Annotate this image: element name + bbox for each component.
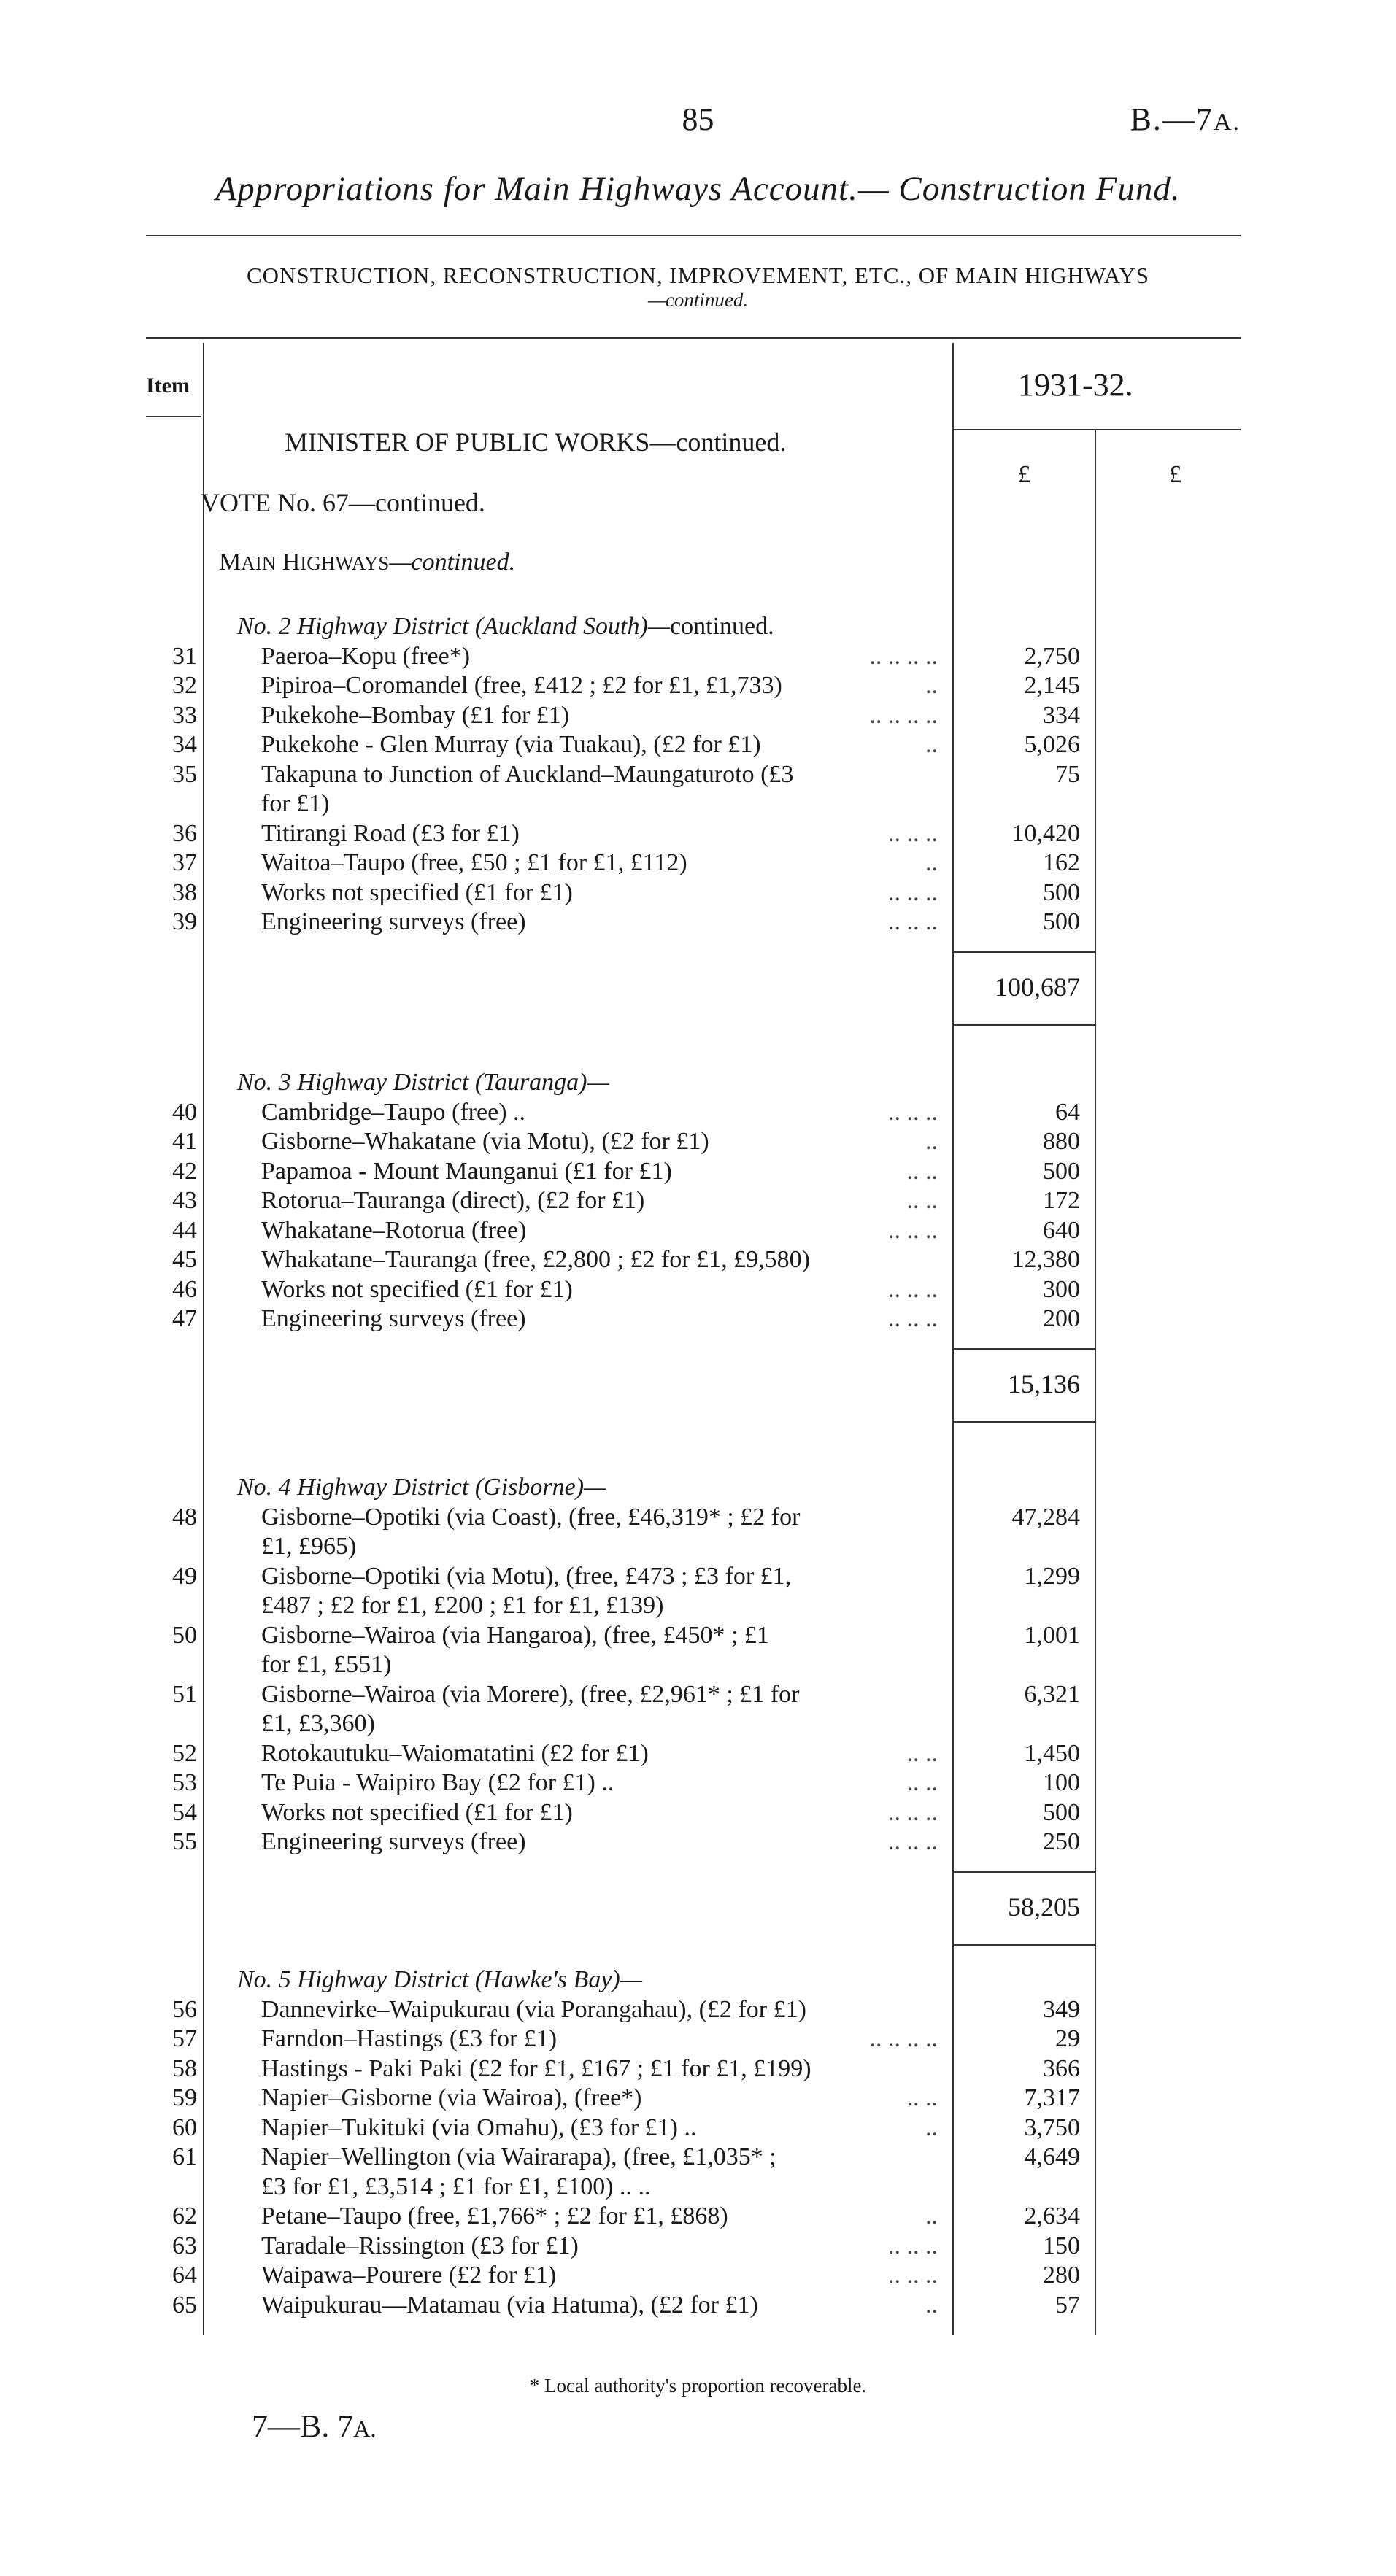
- item-description: [261, 2262, 556, 2289]
- item-amount: 2,750: [1024, 642, 1080, 670]
- leader-dots: .. .. ..: [888, 908, 938, 935]
- reference-suffix: A.: [1213, 109, 1241, 136]
- item-description-text: Engineering surveys (free): [261, 908, 526, 935]
- item-description: [261, 2025, 557, 2053]
- district-title-suffix: continued.: [670, 613, 774, 640]
- district-title: [237, 613, 774, 641]
- item-description-continuation: for £1): [261, 790, 330, 817]
- leader-dots: .. .. ..: [888, 819, 938, 847]
- item-number: 45: [172, 1246, 197, 1273]
- item-description: [261, 1187, 644, 1215]
- table-top-rule: [146, 337, 1241, 339]
- district-title: [237, 1069, 609, 1096]
- amount-column-rule-left: [952, 343, 954, 2335]
- item-description: [261, 1217, 526, 1245]
- item-description-continuation: £1, £965): [261, 1533, 357, 1560]
- leader-dots: ..: [925, 849, 938, 876]
- leader-dots: ..: [925, 2291, 938, 2318]
- item-amount: 5,026: [1024, 731, 1080, 758]
- district-title-text: No. 4 Highway District (Gisborne)—: [237, 1474, 606, 1501]
- leader-dots: .. .. ..: [888, 1216, 938, 1244]
- leader-dots: ..: [925, 672, 938, 699]
- leader-dots: ..: [925, 731, 938, 758]
- item-amount: 500: [1043, 878, 1080, 906]
- leader-dots: ..: [925, 2202, 938, 2229]
- item-number: 62: [172, 2202, 197, 2229]
- district-title: [237, 1966, 642, 1994]
- item-description: [261, 2114, 696, 2142]
- item-description: [261, 1828, 526, 1856]
- item-number: 31: [172, 642, 197, 670]
- item-number: 36: [172, 819, 197, 847]
- item-description-text: Pukekohe–Bombay (£1 for £1): [261, 701, 570, 729]
- leader-dots: .. .. ..: [888, 1275, 938, 1303]
- item-description: [261, 1799, 573, 1827]
- mh-h: H: [282, 549, 301, 576]
- district-title-text: No. 3 Highway District (Tauranga)—: [237, 1069, 609, 1096]
- item-amount: 334: [1043, 701, 1080, 729]
- item-number: 46: [172, 1275, 197, 1303]
- leader-dots: .. ..: [906, 1187, 938, 1214]
- reference-main: B.—7: [1130, 101, 1214, 137]
- district-subtotal: 15,136: [1008, 1369, 1080, 1399]
- item-description: [261, 2232, 579, 2260]
- item-number: 47: [172, 1305, 197, 1332]
- item-description: [261, 1563, 791, 1590]
- document-reference: [1130, 101, 1241, 138]
- item-number: 55: [172, 1828, 197, 1855]
- item-amount: 7,317: [1024, 2084, 1080, 2111]
- item-description: [261, 2055, 811, 2083]
- item-description-text: Works not specified (£1 for £1): [261, 878, 573, 906]
- leader-dots: .. ..: [906, 1769, 938, 1796]
- item-description: [261, 1996, 806, 2024]
- item-amount: 100: [1043, 1769, 1080, 1796]
- item-description-text: Works not specified (£1 for £1): [261, 1275, 573, 1303]
- item-description-text: Rotokautuku–Waiomatatini (£2 for £1): [261, 1739, 649, 1767]
- item-description-text: Engineering surveys (free): [261, 1305, 526, 1332]
- subtotal-rule: [954, 1871, 1095, 1873]
- sheet-mark: [252, 2407, 376, 2445]
- amount-column-rule-mid: [1095, 430, 1096, 2335]
- item-number: 39: [172, 908, 197, 935]
- item-number: 54: [172, 1798, 197, 1826]
- item-description: [261, 2084, 642, 2112]
- subtotal-rule-bottom: [954, 1421, 1095, 1423]
- item-number: 52: [172, 1739, 197, 1767]
- subtotal-rule-bottom: [954, 1024, 1095, 1026]
- item-description-text: Gisborne–Opotiki (via Motu), (free, £473 ; £3 for £1,: [261, 1562, 792, 1590]
- item-description: [261, 643, 470, 670]
- leader-dots: .. .. ..: [888, 2232, 938, 2259]
- item-description-text: Gisborne–Wairoa (via Morere), (free, £2,961* ; £1 for: [261, 1680, 800, 1708]
- item-description-text: Rotorua–Tauranga (direct), (£2 for £1): [261, 1187, 645, 1214]
- district-subtotal: 100,687: [995, 972, 1080, 1002]
- item-description-text: Taradale–Rissington (£3 for £1): [261, 2232, 579, 2259]
- item-description: [261, 2202, 728, 2230]
- subtotal-rule: [954, 951, 1095, 953]
- vote-heading: VOTE No. 67—continued.: [201, 488, 485, 517]
- item-number: 60: [172, 2113, 197, 2141]
- sheet-mark-main: 7—B. 7: [252, 2408, 354, 2444]
- minister-heading: [285, 427, 786, 457]
- item-number: 32: [172, 672, 197, 699]
- item-description-text: Whakatane–Tauranga (free, £2,800 ; £2 for £1, £9,580): [261, 1246, 810, 1273]
- item-description-text: Petane–Taupo (free, £1,766* ; £2 for £1, £868): [261, 2202, 728, 2229]
- mh-m: M: [219, 549, 242, 576]
- item-amount: 75: [1055, 760, 1080, 788]
- item-description-continuation: for £1, £551): [261, 1651, 392, 1678]
- leader-dots: .. ..: [906, 1739, 938, 1767]
- item-description-text: Waipawa–Pourere (£2 for £1): [261, 2262, 557, 2289]
- leader-dots: ..: [925, 1128, 938, 1155]
- item-description-text: Pipiroa–Coromandel (free, £412 ; £2 for £1, £1,733): [261, 672, 782, 699]
- item-description: [261, 1128, 709, 1156]
- subtotal-rule-bottom: [954, 1944, 1095, 1946]
- item-description-text: Works not specified (£1 for £1): [261, 1798, 573, 1826]
- leader-dots: .. .. ..: [888, 1305, 938, 1332]
- main-highways-heading: [219, 549, 515, 576]
- item-number: 51: [172, 1680, 197, 1708]
- item-number: 64: [172, 2262, 197, 2289]
- item-amount: 349: [1043, 1995, 1080, 2023]
- minister-heading-text: MINISTER OF PUBLIC WORKS—continued.: [285, 428, 787, 457]
- item-number: 35: [172, 760, 197, 788]
- item-description-text: Cambridge–Taupo (free) ..: [261, 1098, 526, 1126]
- item-amount: 64: [1055, 1098, 1080, 1126]
- item-amount: 200: [1043, 1305, 1080, 1332]
- item-amount: 880: [1043, 1128, 1080, 1155]
- sheet-mark-suffix: A.: [353, 2416, 377, 2442]
- section-subtitle-continued: —continued.: [647, 289, 749, 311]
- item-number: 53: [172, 1769, 197, 1796]
- section-subtitle: CONSTRUCTION, RECONSTRUCTION, IMPROVEMENT, ETC., OF MAIN HIGHWAYS: [246, 263, 1150, 288]
- subtotal-rule: [954, 1348, 1095, 1350]
- currency-symbol-1: £: [1018, 461, 1030, 488]
- district-subtotal: 58,205: [1008, 1892, 1080, 1922]
- item-amount: 47,284: [1011, 1503, 1080, 1531]
- currency-symbol-2: £: [1169, 461, 1181, 488]
- leader-dots: .. ..: [906, 1157, 938, 1185]
- item-number: 61: [172, 2143, 197, 2170]
- page-title: Appropriations for Main Highways Account.— Construction Fund.: [215, 170, 1181, 208]
- item-amount: 280: [1043, 2262, 1080, 2289]
- item-description-text: Waitoa–Taupo (free, £50 ; £1 for £1, £112): [261, 849, 687, 876]
- item-description: [261, 702, 569, 730]
- item-description: [261, 761, 793, 789]
- item-description-text: Pukekohe - Glen Murray (via Tuakau), (£2 for £1): [261, 731, 761, 758]
- district-title-text: No. 5 Highway District (Hawke's Bay)—: [237, 1966, 642, 1993]
- item-amount: 640: [1043, 1216, 1080, 1244]
- item-amount: 29: [1055, 2025, 1080, 2052]
- leader-dots: .. .. .. ..: [869, 2025, 938, 2052]
- item-description-text: Titirangi Road (£3 for £1): [261, 819, 520, 847]
- item-number: 41: [172, 1128, 197, 1155]
- page-number: 85: [682, 101, 714, 137]
- mh-ighways: IGHWAYS: [300, 552, 390, 574]
- mh-ain: AIN: [241, 552, 277, 574]
- item-description-text: Hastings - Paki Paki (£2 for £1, £167 ; £1 for £1, £199): [261, 2054, 811, 2082]
- item-amount: 2,145: [1024, 672, 1080, 699]
- footnote: * Local authority's proportion recoverable.: [529, 2375, 867, 2397]
- item-number: 63: [172, 2232, 197, 2259]
- item-description-text: Paeroa–Kopu (free*): [261, 642, 471, 670]
- item-description: [261, 1305, 526, 1333]
- item-description: [261, 1504, 800, 1531]
- year-header-rule: [954, 429, 1241, 430]
- item-amount: 500: [1043, 1157, 1080, 1185]
- item-description: [261, 1681, 799, 1709]
- item-description-text: Waipukurau—Matamau (via Hatuma), (£2 for £1): [261, 2291, 758, 2318]
- item-description-text: Takapuna to Junction of Auckland–Maungaturoto (£3: [261, 760, 794, 788]
- item-description: [261, 908, 526, 936]
- leader-dots: .. .. ..: [888, 1798, 938, 1826]
- item-amount: 12,380: [1011, 1246, 1080, 1273]
- item-amount: 1,299: [1024, 1562, 1080, 1590]
- item-description: [261, 1769, 614, 1797]
- title-rule: [146, 235, 1241, 236]
- item-description: [261, 1276, 573, 1304]
- item-amount: 10,420: [1011, 819, 1080, 847]
- district-title: [237, 1474, 606, 1501]
- item-description-continuation: £487 ; £2 for £1, £200 ; £1 for £1, £139): [261, 1592, 664, 1619]
- leader-dots: .. .. .. ..: [869, 642, 938, 670]
- item-description-text: Dannevirke–Waipukurau (via Porangahau), (£2 for £1): [261, 1995, 806, 2023]
- item-number: 33: [172, 701, 197, 729]
- leader-dots: .. .. ..: [888, 1828, 938, 1855]
- year-column-header: 1931-32.: [1018, 367, 1133, 403]
- item-amount: 57: [1055, 2291, 1080, 2318]
- mh-cont: —continued.: [389, 549, 516, 576]
- item-amount: 162: [1043, 849, 1080, 876]
- item-description-text: Gisborne–Whakatane (via Motu), (£2 for £1): [261, 1128, 709, 1155]
- item-header-rule: [146, 416, 201, 417]
- item-amount: 300: [1043, 1275, 1080, 1303]
- item-number: 48: [172, 1503, 197, 1531]
- item-description-text: Engineering surveys (free): [261, 1828, 526, 1855]
- item-amount: 4,649: [1024, 2143, 1080, 2170]
- item-number: 44: [172, 1216, 197, 1244]
- item-number: 37: [172, 849, 197, 876]
- item-amount: 1,450: [1024, 1739, 1080, 1767]
- item-description-text: Whakatane–Rotorua (free): [261, 1216, 527, 1244]
- item-description-text: Napier–Wellington (via Wairarapa), (free, £1,035* ;: [261, 2143, 776, 2170]
- item-description: [261, 2291, 758, 2319]
- item-description: [261, 1099, 525, 1126]
- item-description: [261, 1622, 769, 1649]
- item-amount: 366: [1043, 2054, 1080, 2082]
- item-description: [261, 1246, 810, 1274]
- item-number: 49: [172, 1562, 197, 1590]
- item-amount: 150: [1043, 2232, 1080, 2259]
- item-description: [261, 1740, 649, 1768]
- item-number: 57: [172, 2025, 197, 2052]
- item-amount: 6,321: [1024, 1680, 1080, 1708]
- item-description-text: Gisborne–Wairoa (via Hangaroa), (free, £450* ; £1: [261, 1621, 769, 1649]
- item-amount: 2,634: [1024, 2202, 1080, 2229]
- district-title-text: No. 2 Highway District (Auckland South)—: [237, 613, 671, 640]
- item-amount: 500: [1043, 1798, 1080, 1826]
- item-description: [261, 849, 687, 877]
- item-description-text: Gisborne–Opotiki (via Coast), (free, £46,319* ; £2 for: [261, 1503, 801, 1531]
- item-description: [261, 1158, 672, 1185]
- item-number: 43: [172, 1187, 197, 1214]
- item-description-text: Papamoa - Mount Maunganui (£1 for £1): [261, 1157, 672, 1185]
- leader-dots: .. .. ..: [888, 2262, 938, 2289]
- item-number: 56: [172, 1995, 197, 2023]
- item-number: 38: [172, 878, 197, 906]
- item-amount: 1,001: [1024, 1621, 1080, 1649]
- item-column-rule: [203, 343, 204, 2335]
- item-column-header: Item: [146, 374, 190, 398]
- item-description: [261, 820, 520, 848]
- leader-dots: .. ..: [906, 2084, 938, 2111]
- item-description: [261, 879, 573, 907]
- leader-dots: .. .. ..: [888, 878, 938, 906]
- item-number: 40: [172, 1098, 197, 1126]
- item-number: 34: [172, 731, 197, 758]
- item-amount: 172: [1043, 1187, 1080, 1214]
- item-description: [261, 2143, 776, 2171]
- item-number: 42: [172, 1157, 197, 1185]
- leader-dots: ..: [925, 2113, 938, 2141]
- item-number: 59: [172, 2084, 197, 2111]
- item-amount: 3,750: [1024, 2113, 1080, 2141]
- item-number: 58: [172, 2054, 197, 2082]
- item-description: [261, 731, 761, 759]
- item-description-text: Napier–Gisborne (via Wairoa), (free*): [261, 2084, 642, 2111]
- item-description-continuation: £1, £3,360): [261, 1710, 375, 1737]
- item-description: [261, 672, 782, 700]
- item-description-text: Te Puia - Waipiro Bay (£2 for £1) ..: [261, 1769, 614, 1796]
- item-description-text: Farndon–Hastings (£3 for £1): [261, 2025, 558, 2052]
- item-number: 50: [172, 1621, 197, 1649]
- item-description-continuation: £3 for £1, £3,514 ; £1 for £1, £100) .. ..: [261, 2173, 651, 2200]
- item-description-text: Napier–Tukituki (via Omahu), (£3 for £1) ..: [261, 2113, 697, 2141]
- item-amount: 250: [1043, 1828, 1080, 1855]
- item-amount: 500: [1043, 908, 1080, 935]
- leader-dots: .. .. ..: [888, 1098, 938, 1126]
- item-number: 65: [172, 2291, 197, 2318]
- leader-dots: .. .. .. ..: [869, 701, 938, 729]
